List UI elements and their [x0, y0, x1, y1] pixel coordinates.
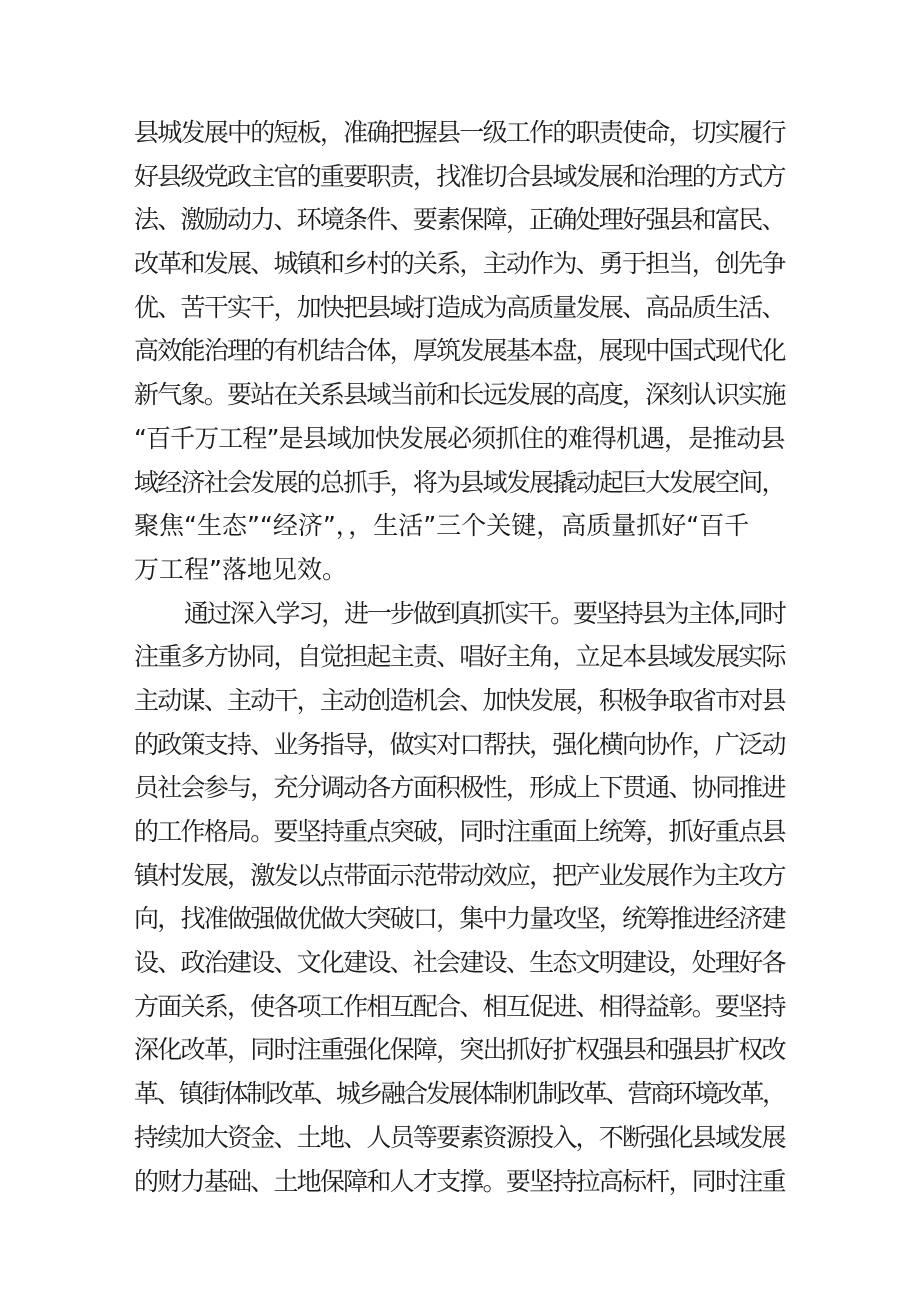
text-line: 镇村发展，激发以点带面示范带动效应，把产业发展作为主攻方	[134, 860, 785, 890]
text-line: 的工作格局。要坚持重点突破，同时注重面上统筹，抓好重点县	[134, 817, 785, 846]
text-line: 的财力基础、土地保障和人才支撑。要坚持拉高标杆，同时注重	[134, 1166, 785, 1196]
text-line: 改革和发展、城镇和乡村的关系，主动作为、勇于担当，创先争	[134, 249, 785, 279]
text-line: 持续加大资金、土地、人员等要素资源投入，不断强化县域发展	[134, 1122, 785, 1152]
text-line: 高效能治理的有机结合体，厚筑发展基本盘，展现中国式现代化	[134, 336, 785, 366]
text-line: 的政策支持、业务指导，做实对口帮扶，强化横向协作，广泛动	[134, 729, 785, 759]
text-line: 通过深入学习，进一步做到真抓实干。要坚持县为主体,同时	[184, 598, 785, 628]
text-line: 法、激励动力、环境条件、要素保障，正确处理好强县和富民、	[134, 205, 785, 235]
text-line: 县城发展中的短板，准确把握县一级工作的职责使命，切实履行	[134, 118, 785, 147]
text-line: 革、镇街体制改革、城乡融合发展体制机制改革、营商环境改革，	[134, 1079, 785, 1109]
text-line: 好县级党政主官的重要职责，找准切合县域发展和治理的方式方	[134, 161, 785, 191]
text-line: 聚焦“生态”“经济”，，生活”三个关键，高质量抓好“百千	[134, 511, 750, 541]
text-line: “百千万工程”是县域加快发展必须抓住的难得机遇，是推动县	[134, 423, 785, 453]
paragraph-2	[134, 592, 786, 1204]
text-line: 深化改革，同时注重强化保障，突出抓好扩权强县和强县扩权改	[134, 1035, 785, 1065]
paragraph-1	[134, 111, 786, 592]
text-line: 主动谋、主动干，主动创造机会、加快发展，积极争取省市对县	[134, 685, 785, 715]
text-line: 注重多方协同，自觉担起主责、唱好主角，立足本县域发展实际	[134, 642, 785, 672]
text-line: 设、政治建设、文化建设、社会建设、生态文明建设，处理好各	[134, 948, 785, 978]
text-line: 优、苦干实干，加快把县域打造成为高质量发展、高品质生活、	[134, 292, 785, 322]
text-line: 万工程”落地见效。	[134, 554, 347, 584]
text-line: 域经济社会发展的总抓手，将为县域发展撬动起巨大发展空间，	[134, 467, 785, 497]
text-line: 新气象。要站在关系县域当前和长远发展的高度，深刻认识实施	[134, 380, 785, 410]
text-line: 方面关系，使各项工作相互配合、相互促进、相得益彰。要坚持	[134, 991, 785, 1021]
text-line: 向，找准做强做优做大突破口，集中力量攻坚，统筹推进经济建	[134, 904, 785, 934]
text-line: 员社会参与，充分调动各方面积极性，形成上下贯通、协同推进	[134, 773, 785, 803]
body-text	[134, 111, 786, 1203]
